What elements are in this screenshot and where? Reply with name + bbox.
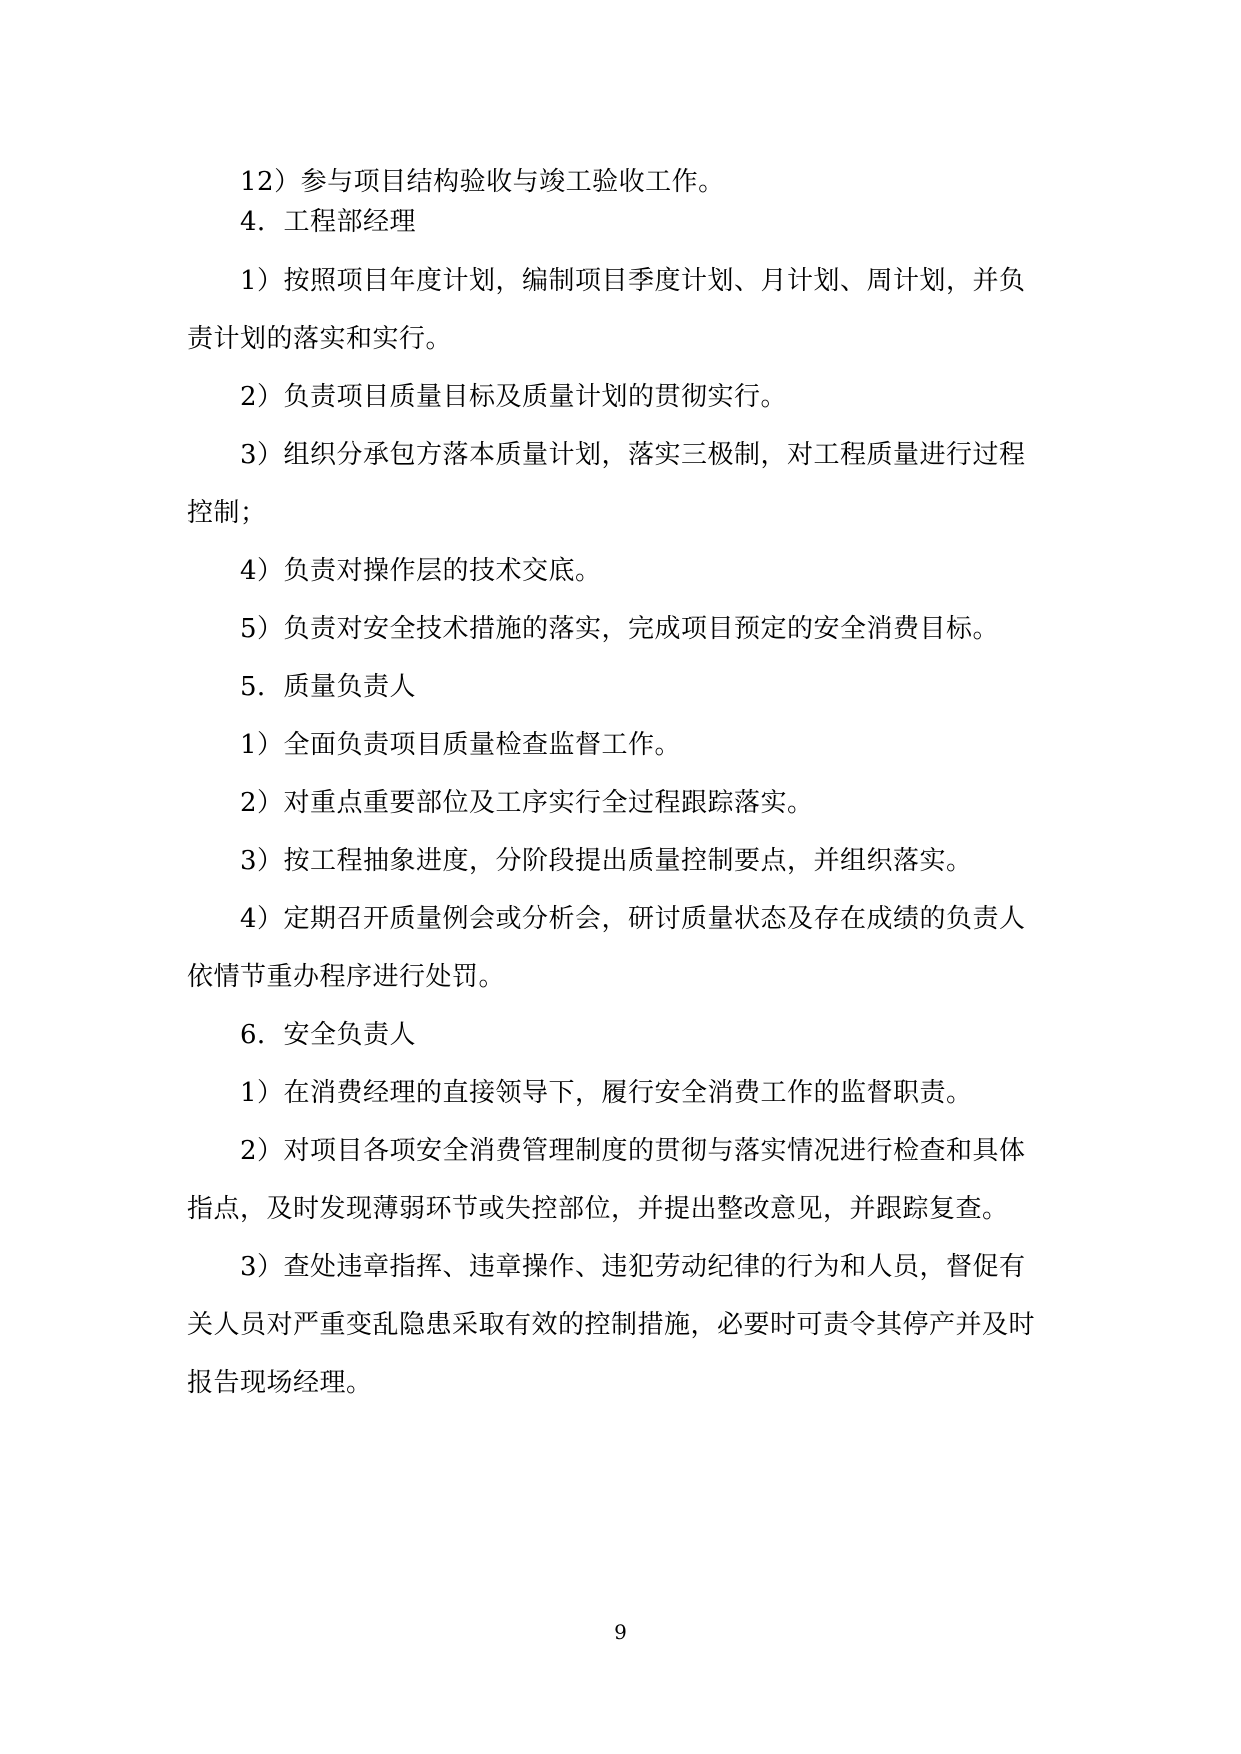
text-line: 2）对项目各项安全消费管理制度的贯彻与落实情况进行检查和具体 xyxy=(240,1136,1026,1166)
text-line: 4）定期召开质量例会或分析会，研讨质量状态及存在成绩的负责人 xyxy=(240,904,1026,934)
text-line: 1）全面负责项目质量检查监督工作。 xyxy=(240,730,682,760)
text-line: 报告现场经理。 xyxy=(187,1368,373,1398)
text-line: 指点，及时发现薄弱环节或失控部位，并提出整改意见，并跟踪复查。 xyxy=(187,1194,1009,1224)
text-line: 控制； xyxy=(187,498,267,528)
text-line: 依情节重办程序进行处罚。 xyxy=(187,962,506,992)
page-number: 9 xyxy=(614,1620,627,1644)
text-line: 3）组织分承包方落本质量计划，落实三极制，对工程质量进行过程 xyxy=(240,440,1026,470)
text-line: 责计划的落实和实行。 xyxy=(187,324,453,354)
text-line: 1）按照项目年度计划，编制项目季度计划、月计划、周计划，并负 xyxy=(240,266,1026,296)
text-line: 2）对重点重要部位及工序实行全过程跟踪落实。 xyxy=(240,788,814,818)
section-heading: 4．工程部经理 xyxy=(240,207,417,237)
text-line: 2）负责项目质量目标及质量计划的贯彻实行。 xyxy=(240,382,788,412)
section-heading: 6．安全负责人 xyxy=(240,1020,417,1050)
text-line: 3）查处违章指挥、违章操作、违犯劳动纪律的行为和人员，督促有 xyxy=(240,1252,1026,1282)
text-line: 5）负责对安全技术措施的落实，完成项目预定的安全消费目标。 xyxy=(240,614,1000,644)
text-line: 1）在消费经理的直接领导下，履行安全消费工作的监督职责。 xyxy=(240,1078,973,1108)
section-heading: 5．质量负责人 xyxy=(240,672,417,702)
text-line: 3）按工程抽象进度，分阶段提出质量控制要点，并组织落实。 xyxy=(240,846,973,876)
text-line: 12）参与项目结构验收与竣工验收工作。 xyxy=(240,167,725,197)
text-line: 关人员对严重变乱隐患采取有效的控制措施，必要时可责令其停产并及时 xyxy=(187,1310,1036,1340)
text-line: 4）负责对操作层的技术交底。 xyxy=(240,556,602,586)
